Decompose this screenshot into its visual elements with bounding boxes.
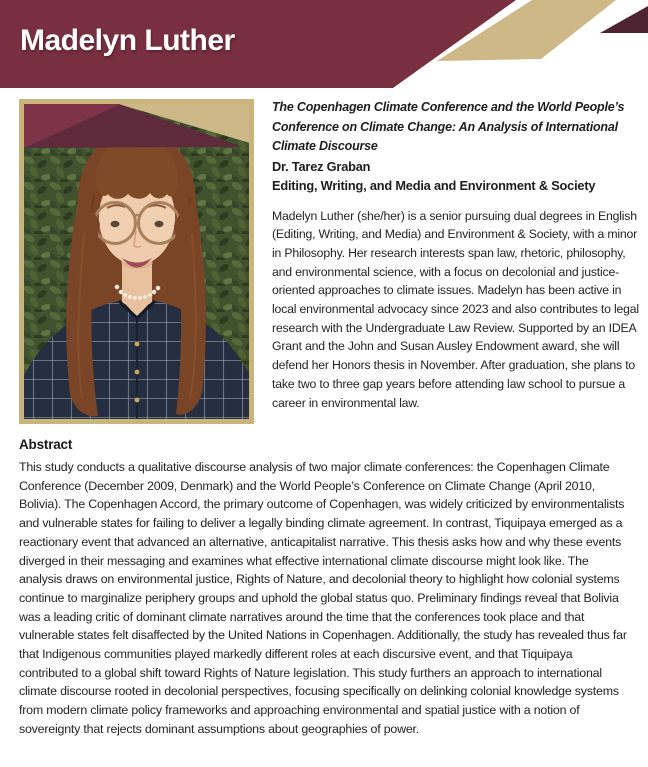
photo-corner-banner: [24, 104, 249, 148]
abstract-heading: Abstract: [19, 437, 73, 452]
advisor-name: Dr. Tarez Graban: [272, 158, 371, 174]
student-photo-card: [19, 99, 254, 424]
student-photo: [24, 104, 249, 419]
abstract-section: [19, 437, 633, 739]
student-bio: Madelyn Luther (she/her) is a senior pursuing dual degrees in English (Editing, Writing, and Media) and Environment & Society, with a minor in Philosophy. Her research interests span law, rhetoric, philosophy, and environmental science, with a focus on decolonial and justice-oriented approaches to climate issues. Madelyn has been active in local environmental advocacy since 2023 and also contributes to legal research with the Undergraduate Law Review. Supported by an IDEA Grant and the John and Susan Ausley Endowment award, she will defend her Honors thesis in November. After graduation, she plans to take two to three gap years before attending law school to pursue a career in environmental law.: [272, 208, 639, 410]
page-title: Madelyn Luther: [20, 24, 235, 57]
profile-info-column: [272, 98, 646, 412]
portrait-photo: [24, 104, 249, 419]
program-name: Editing, Writing, and Media and Environment & Society: [272, 178, 596, 193]
header-banner: [0, 0, 648, 88]
thesis-title: The Copenhagen Climate Conference and the World People’s Conference on Climate Change: An Analysis of International Climate Discourse: [272, 100, 625, 153]
abstract-body: This study conducts a qualitative discourse analysis of two major climate conferences: the Copenhagen Climate Conference (December 2009, Denmark) and the World People’s Conference on Climate Change (April 2010, Bolivia). The Copenhagen Accord, the primary outcome of Copenhagen, was widely criticized by environmentalists and vulnerable states for failing to deliver a legally binding climate agreement. In contrast, Tiquipaya emerged as a reactionary event that advanced an alternative, anticapitalist narrative. This thesis asks how and why these events diverged in their messaging and examines what effective international climate discourse might look like. The analysis draws on environmental justice, Rights of Nature, and decolonial theory to highlight how colonial systems continue to marginalize periphery groups and uphold the global status quo. Preliminary findings reveal that Bolivia was a leading critic of dominant climate narratives around the time that the conferences took place and that vulnerable states felt disaffected by the United Nations in Copenhagen. Additionally, the study has revealed thus far that Indigenous communities played markedly different roles at each discursive event, and that Tiquipaya contributed to a global shift toward Rights of Nature legislation. This study furthers an approach to international climate discourse rooted in decolonial perspectives, focusing specifically on delinking colonial knowledge systems from modern climate policy frameworks and approaching environmental and spatial justice with a notion of sovereignty that rejects dominant assumptions about geographies of power.: [19, 460, 627, 736]
